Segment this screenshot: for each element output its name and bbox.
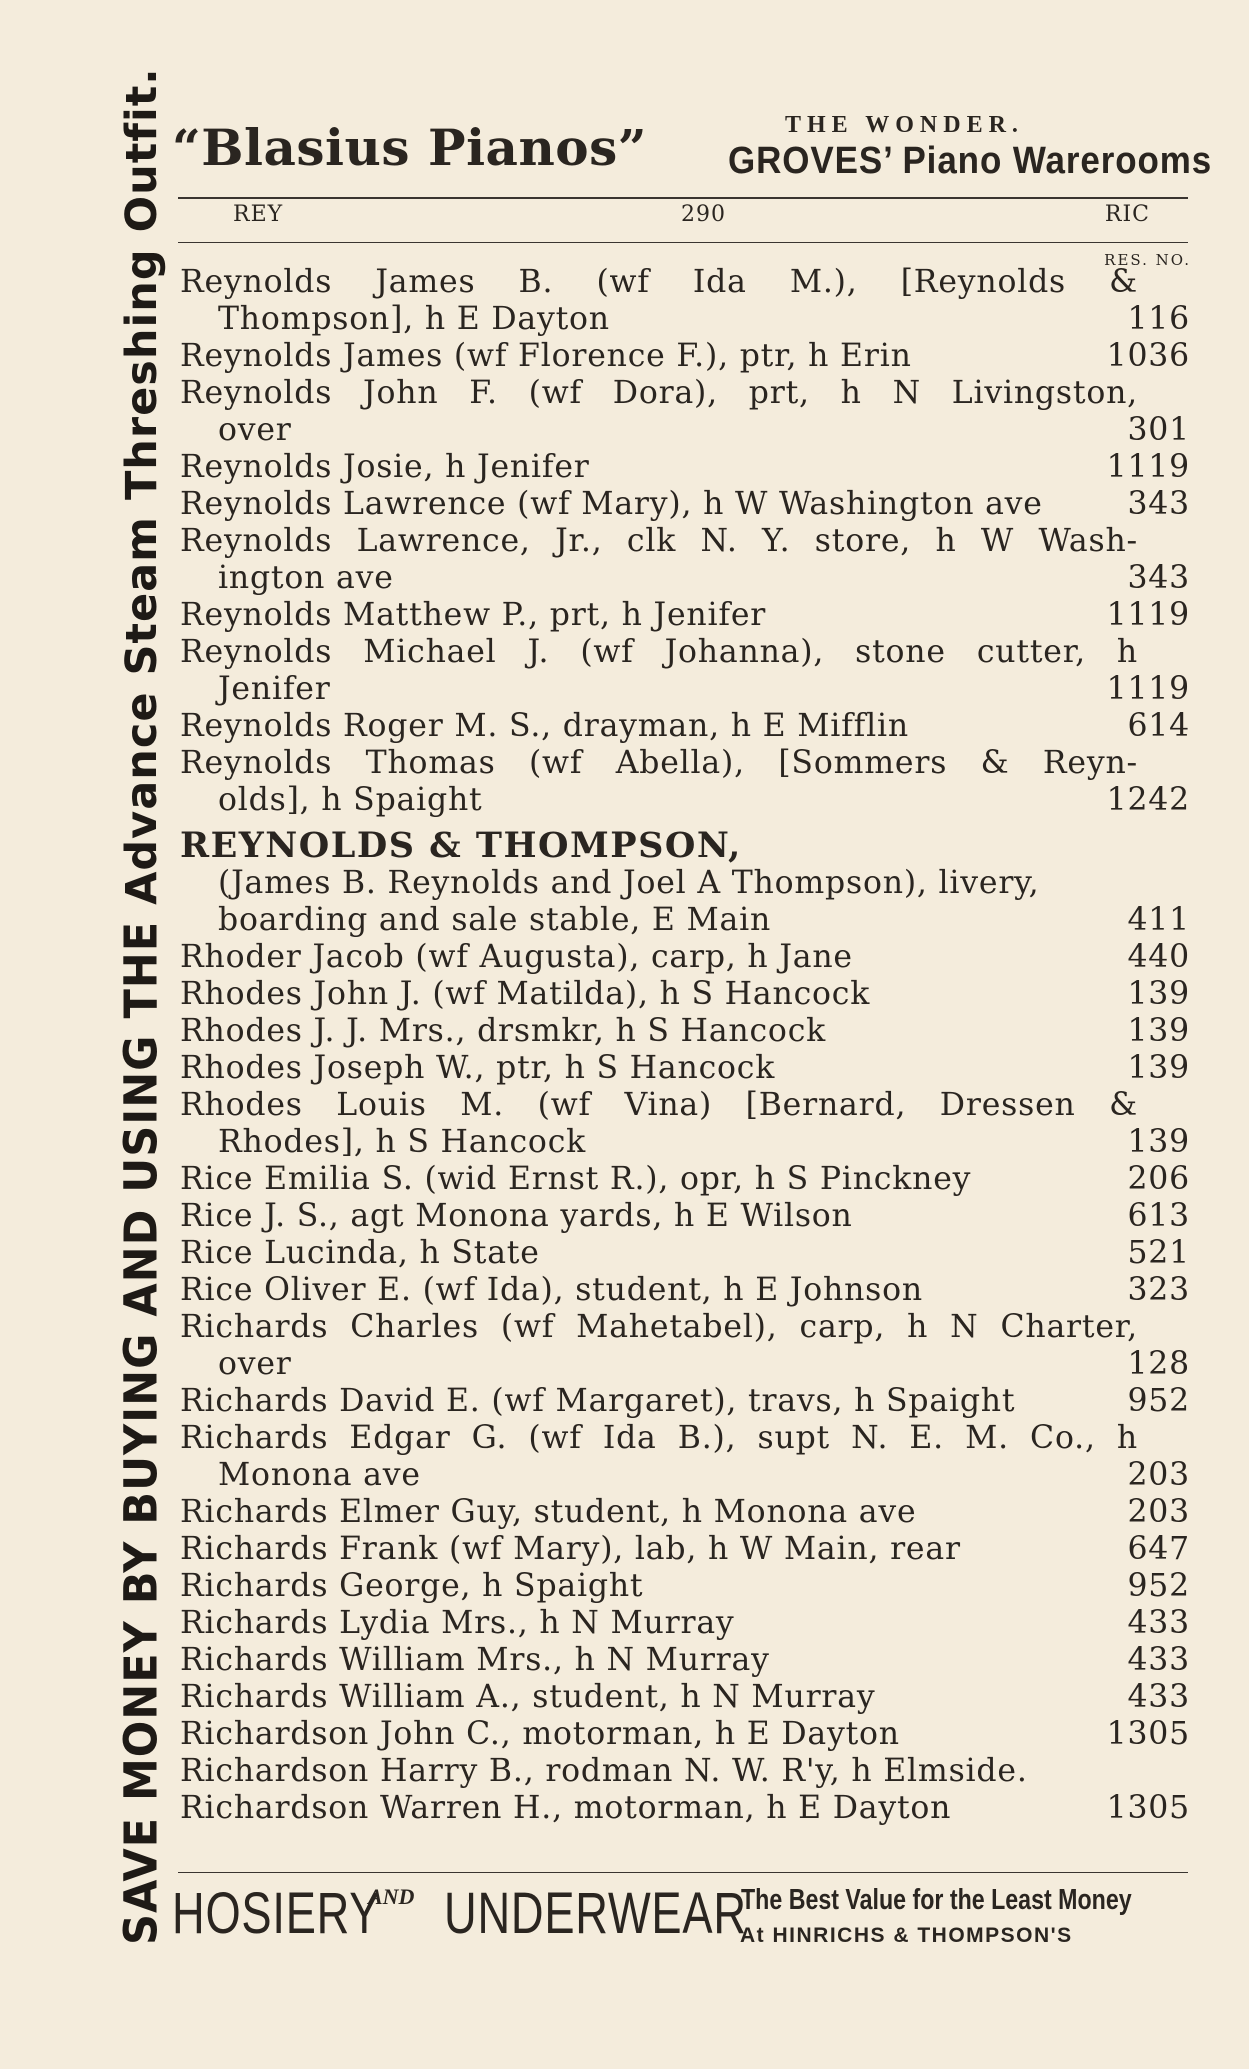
directory-entry-line [180, 449, 1190, 486]
best-value-text: The Best Value for the Least Money [741, 1884, 1132, 1916]
header-advertisement [172, 112, 1213, 192]
directory-entry-line [180, 1494, 1190, 1531]
res-no-column-label: RES. NO. [1104, 251, 1191, 269]
directory-entry-line [180, 1457, 1190, 1494]
directory-entry-line [180, 939, 1190, 976]
directory-entry-line [180, 708, 1190, 745]
entry-text: Reynolds Lawrence (wf Mary), h W Washington ave [180, 486, 1043, 522]
directory-entry-line [180, 782, 1190, 819]
entry-text: Richards Elmer Guy, student, h Monona ave [180, 1494, 917, 1530]
underwear-text: UNDERWEAR [444, 1881, 747, 1946]
entry-text: Rhoder Jacob (wf Augusta), carp, h Jane [180, 939, 853, 975]
entry-text: Rhodes J. J. Mrs., drsmkr, h S Hancock [180, 1013, 827, 1049]
header-rule-top [178, 197, 1188, 199]
entry-text: over [218, 412, 292, 448]
entry-text: Rhodes Louis M. (wf Vina) [Bernard, Dressen & [180, 1087, 1138, 1123]
directory-entry-line [180, 1531, 1190, 1568]
entry-text: Reynolds Roger M. S., drayman, h E Mifflin [180, 708, 909, 744]
residence-number: 139 [1127, 1124, 1190, 1160]
residence-number: 139 [1127, 1013, 1190, 1049]
the-wonder-label: THE WONDER. [785, 112, 1024, 138]
residence-number: 1242 [1106, 782, 1190, 818]
entry-text: Richards Lydia Mrs., h N Murray [180, 1605, 735, 1641]
directory-entry-line [180, 1346, 1190, 1383]
residence-number: 139 [1127, 1050, 1190, 1086]
entry-text: Richards William Mrs., h N Murray [180, 1642, 770, 1678]
directory-entry-line [180, 865, 1190, 902]
entry-text: Thompson], h E Dayton [218, 301, 610, 337]
residence-number: 139 [1127, 976, 1190, 1012]
footer-rule [178, 1872, 1188, 1873]
running-head-left: REY [233, 202, 284, 227]
residence-number: 1305 [1106, 1790, 1190, 1826]
directory-entry-line [180, 1383, 1190, 1420]
entry-text: Rhodes Joseph W., ptr, h S Hancock [180, 1050, 776, 1086]
running-head [178, 202, 1188, 232]
residence-number: 1119 [1106, 597, 1190, 633]
entry-text: Rice Emilia S. (wid Ernst R.), opr, h S Pinckney [180, 1161, 972, 1197]
firm-heading [180, 819, 1190, 865]
residence-number: 343 [1127, 486, 1190, 522]
directory-entry-line [180, 523, 1190, 560]
residence-number: 411 [1127, 902, 1190, 938]
directory-entry-line [180, 1272, 1190, 1309]
entry-text: Richards George, h Spaight [180, 1568, 644, 1604]
directory-entry-line [180, 1198, 1190, 1235]
directory-entry-line [180, 1605, 1190, 1642]
directory-entry-line [180, 1161, 1190, 1198]
directory-entry-line [180, 1087, 1190, 1124]
directory-entry-line [180, 486, 1190, 523]
and-text: AND [368, 1884, 415, 1909]
hosiery-text: HOSIERY [172, 1881, 381, 1946]
entry-text: Reynolds Matthew P., prt, h Jenifer [180, 597, 767, 633]
residence-number: 116 [1127, 301, 1190, 337]
residence-number: 433 [1127, 1642, 1190, 1678]
directory-entry-line [180, 338, 1190, 375]
residence-number: 952 [1127, 1383, 1190, 1419]
residence-number: 433 [1127, 1605, 1190, 1641]
residence-number: 323 [1127, 1272, 1190, 1308]
residence-number: 301 [1127, 412, 1190, 448]
directory-entry-line [180, 1568, 1190, 1605]
entry-text: Jenifer [218, 671, 331, 707]
entry-text: Richards William A., student, h N Murray [180, 1679, 876, 1715]
residence-number: 206 [1127, 1161, 1190, 1197]
entry-text: Rhodes John J. (wf Matilda), h S Hancock [180, 976, 871, 1012]
page-number: 290 [681, 202, 726, 227]
entry-text: Richardson Warren H., motorman, h E Dayton [180, 1790, 952, 1826]
residence-number: 128 [1127, 1346, 1190, 1382]
entry-text: Rice Oliver E. (wf Ida), student, h E Johnson [180, 1272, 923, 1308]
entry-text: boarding and sale stable, E Main [218, 902, 772, 938]
directory-entry-line [180, 902, 1190, 939]
residence-number: 203 [1127, 1494, 1190, 1530]
residence-number: 1119 [1106, 449, 1190, 485]
directory-entry-line [180, 1679, 1190, 1716]
entry-text: ington ave [218, 560, 394, 596]
directory-listing [180, 264, 1190, 1827]
entry-text: Richards Edgar G. (wf Ida B.), supt N. E. M. Co., h [180, 1420, 1138, 1456]
residence-number: 952 [1127, 1568, 1190, 1604]
entry-text: Reynolds James (wf Florence F.), ptr, h Erin [180, 338, 912, 374]
entry-text: Richardson Harry B., rodman N. W. R'y, h Elmside. [180, 1753, 1028, 1789]
directory-entry-line [180, 745, 1190, 782]
directory-entry-line [180, 597, 1190, 634]
directory-entry-line [180, 1790, 1190, 1827]
residence-number: 614 [1127, 708, 1190, 744]
side-ad-caps-text: SAVE MONEY BY BUYING AND USING THE [115, 920, 169, 1945]
side-ad-mixed-text: Advance Steam Threshing Outfit. [117, 67, 167, 905]
directory-entry-line [180, 671, 1190, 708]
directory-entry-line [180, 1309, 1190, 1346]
residence-number: 521 [1127, 1235, 1190, 1271]
directory-entry-line [180, 301, 1190, 338]
directory-entry-line [180, 1642, 1190, 1679]
directory-entry-line [180, 1420, 1190, 1457]
entry-text: over [218, 1346, 292, 1382]
footer-advertisement [172, 1880, 1192, 1960]
entry-text: Reynolds James B. (wf Ida M.), [Reynolds & [180, 264, 1138, 300]
directory-entry-line [180, 264, 1190, 301]
entry-text: Richardson John C., motorman, h E Dayton [180, 1716, 900, 1752]
directory-entry-line [180, 1124, 1190, 1161]
entry-text: REYNOLDS & THOMPSON, [180, 825, 742, 866]
entry-text: Rice J. S., agt Monona yards, h E Wilson [180, 1198, 853, 1234]
directory-entry-line [180, 634, 1190, 671]
directory-entry-line [180, 1013, 1190, 1050]
directory-entry-line [180, 1050, 1190, 1087]
directory-entry-line [180, 1753, 1190, 1790]
side-advertisement [112, 67, 172, 1945]
entry-text: olds], h Spaight [218, 782, 483, 818]
residence-number: 343 [1127, 560, 1190, 596]
entry-text: Monona ave [218, 1457, 421, 1493]
residence-number: 613 [1127, 1198, 1190, 1234]
residence-number: 203 [1127, 1457, 1190, 1493]
entry-text: Richards Frank (wf Mary), lab, h W Main, rear [180, 1531, 961, 1567]
running-head-right: RIC [1104, 202, 1150, 227]
store-name-text: At HINRICHS & THOMPSON'S [740, 1924, 1073, 1947]
entry-text: Reynolds John F. (wf Dora), prt, h N Livingston, [180, 375, 1138, 411]
directory-entry-line [180, 375, 1190, 412]
entry-text: Richards Charles (wf Mahetabel), carp, h N Charter, [180, 1309, 1138, 1345]
header-rule-bottom [178, 242, 1188, 243]
entry-text: Reynolds Josie, h Jenifer [180, 449, 590, 485]
entry-text: Reynolds Lawrence, Jr., clk N. Y. store, h W Wash- [180, 523, 1138, 559]
entry-text: Reynolds Michael J. (wf Johanna), stone cutter, h [180, 634, 1138, 670]
directory-entry-line [180, 976, 1190, 1013]
directory-entry-line [180, 1716, 1190, 1753]
entry-text: (James B. Reynolds and Joel A Thompson), livery, [218, 865, 1040, 901]
directory-entry-line [180, 560, 1190, 597]
directory-entry-line [180, 1235, 1190, 1272]
entry-text: Reynolds Thomas (wf Abella), [Sommers & Reyn- [180, 745, 1138, 781]
residence-number: 440 [1127, 939, 1190, 975]
residence-number: 433 [1127, 1679, 1190, 1715]
residence-number: 647 [1127, 1531, 1190, 1567]
residence-number: 1119 [1106, 671, 1190, 707]
residence-number: 1305 [1106, 1716, 1190, 1752]
groves-piano-ad: GROVES’ Piano Warerooms [728, 140, 1213, 182]
blasius-pianos-ad: “Blasius Pianos” [172, 118, 648, 177]
entry-text: Rice Lucinda, h State [180, 1235, 540, 1271]
directory-entry-line [180, 412, 1190, 449]
entry-text: Richards David E. (wf Margaret), travs, h Spaight [180, 1383, 1016, 1419]
entry-text: Rhodes], h S Hancock [218, 1124, 587, 1160]
residence-number: 1036 [1106, 338, 1190, 374]
